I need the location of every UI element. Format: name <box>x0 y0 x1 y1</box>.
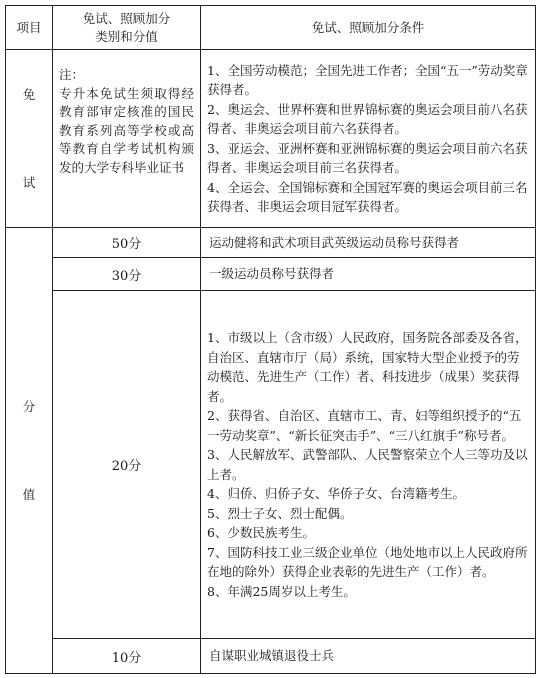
exempt-label-char: 试 <box>22 174 36 190</box>
points-row-30 <box>6 258 536 291</box>
points-row-50 <box>6 228 536 258</box>
exempt-label-char: 免 <box>22 86 36 102</box>
points-label-char: 分 <box>22 398 36 414</box>
condition-item: 3、亚运会、亚洲杯赛和亚洲锦标赛的奥运会项目前六名获得者、非奥运会项目前三名获得者。 <box>207 140 528 175</box>
score-value: 20分 <box>53 291 201 639</box>
header-category <box>53 6 201 50</box>
condition-item: 4、归侨、归侨子女、华侨子女、台湾籍考生。 <box>207 486 465 501</box>
exempt-row <box>6 50 536 228</box>
points-row-10 <box>6 639 536 674</box>
condition-item: 7、国防科技工业三级企业单位（地处地市以上人民政府所在地的除外）获得企业表彰的先进生产（工作）者。 <box>207 544 528 579</box>
score-value: 50分 <box>53 228 201 258</box>
condition-item: 1、全国劳动模范；全国先进工作者；全国“五一”劳动奖章获得者。 <box>207 62 528 97</box>
score-value: 10分 <box>53 639 201 674</box>
header-row <box>6 6 536 50</box>
exempt-note <box>53 50 201 228</box>
score-condition: 自谋职业城镇退役士兵 <box>201 639 536 674</box>
header-category-line1: 免试、照顾加分 <box>82 10 171 26</box>
exempt-note-title: 注： <box>59 67 85 82</box>
score-condition: 一级运动员称号获得者 <box>201 258 536 291</box>
bonus-table <box>5 5 536 674</box>
score-condition: 运动健将和武术项目武英级运动员称号获得者 <box>201 228 536 258</box>
points-row-20 <box>6 291 536 639</box>
exempt-label <box>6 50 53 228</box>
points-label-char: 值 <box>22 486 36 502</box>
condition-item: 3、人民解放军、武警部队、人民警察荣立个人三等功及以上者。 <box>207 447 528 482</box>
condition-item: 2、获得省、自治区、直辖市工、青、妇等组织授予的“五一劳动奖章”、“新长征突击手”、“三八红旗手”称号者。 <box>207 408 522 443</box>
points-label <box>6 228 53 674</box>
condition-item: 1、市级以上（含市级）人民政府，国务院各部委及各省，自治区、直辖市厅（局）系统，国家特大型企业授予的劳动模范、先进生产（工作）者、科技进步（成果）奖获得者。 <box>207 330 528 404</box>
score-conditions <box>201 291 536 639</box>
condition-item: 6、少数民族考生。 <box>207 525 315 540</box>
condition-item: 4、全运会、全国锦标赛和全国冠军赛的奥运会项目前三名获得者、非奥运会项目冠军获得者。 <box>207 179 528 214</box>
exempt-conditions <box>201 50 536 228</box>
condition-item: 8、年满25周岁以上考生。 <box>207 583 356 599</box>
header-conditions: 免试、照顾加分条件 <box>201 6 536 50</box>
header-category-line2: 类别和分值 <box>95 28 158 44</box>
exempt-note-body: 专升本免试生须取得经教育部审定核准的国民教育系列高等学校或高等教育自学考试机构颁发的大学专科毕业证书 <box>59 85 194 175</box>
header-item: 项目 <box>6 6 53 50</box>
score-value: 30分 <box>53 258 201 291</box>
condition-item: 5、烈士子女、烈士配偶。 <box>207 505 353 521</box>
condition-item: 2、奥运会、世界杯赛和世界锦标赛的奥运会项目前八名获得者、非奥运会项目前六名获得者。 <box>207 101 528 136</box>
